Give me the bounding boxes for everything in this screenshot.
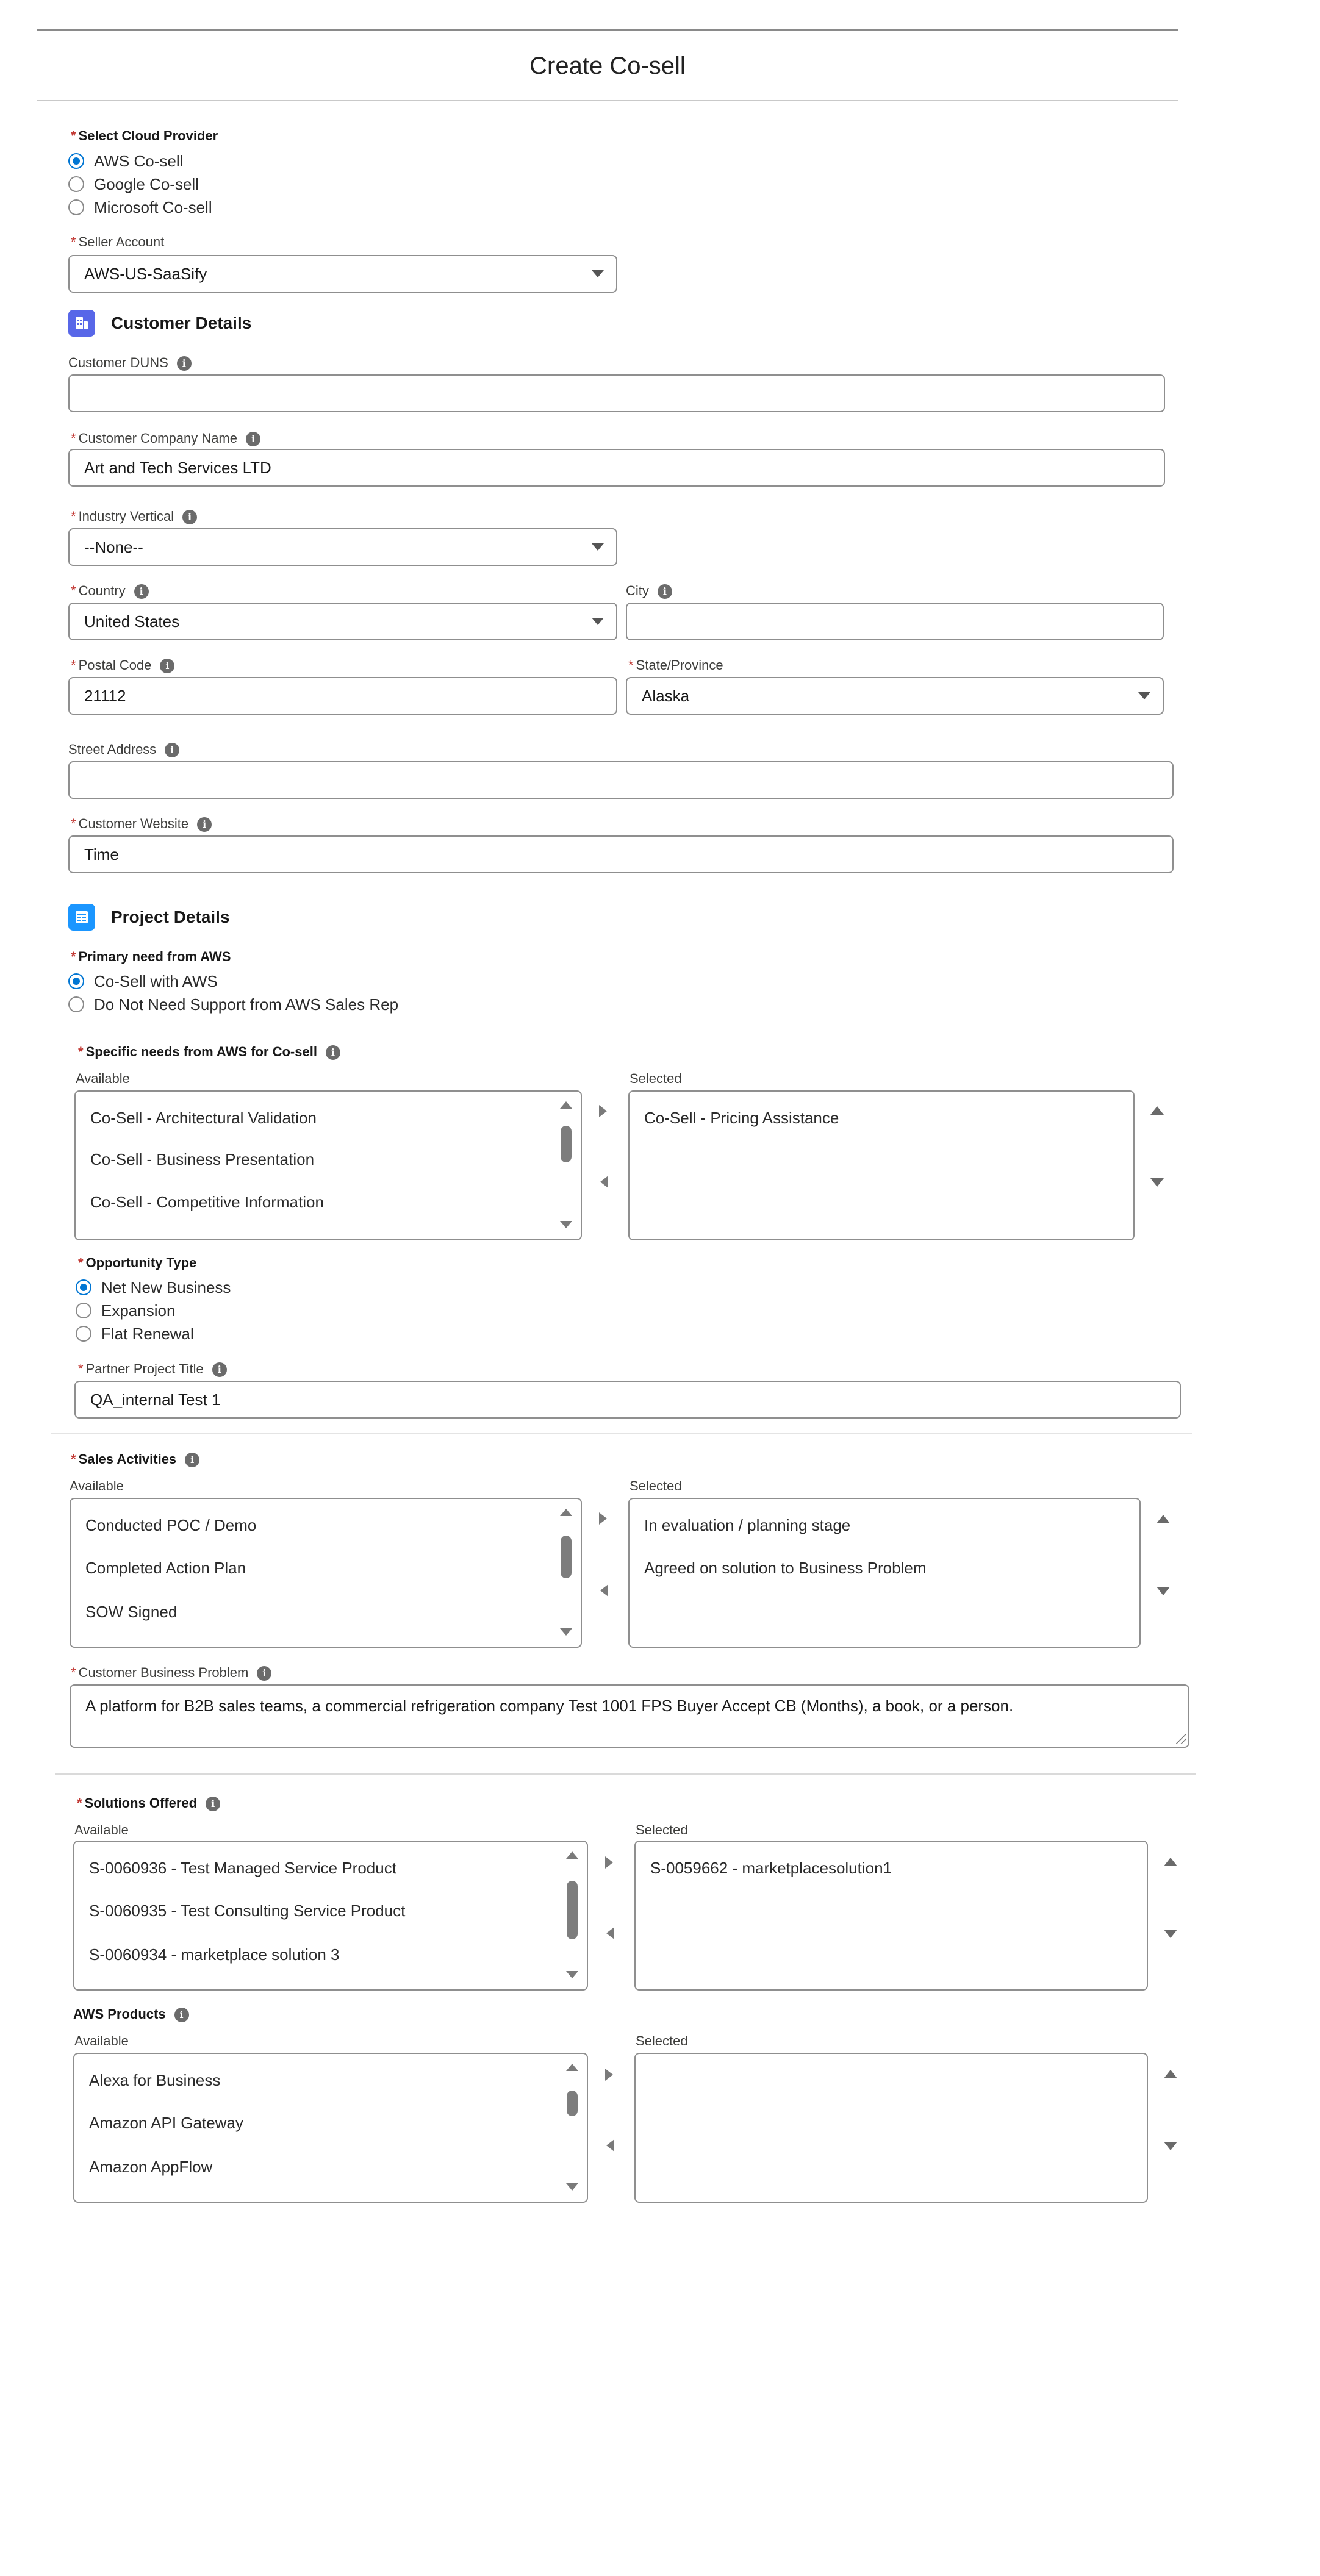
info-icon[interactable]: i	[174, 2008, 189, 2022]
scrollbar-thumb[interactable]	[561, 1536, 572, 1578]
move-right-arrow-icon[interactable]	[599, 1105, 607, 1117]
info-icon[interactable]: i	[177, 356, 192, 371]
info-icon[interactable]: i	[206, 1797, 220, 1811]
move-up-arrow-icon[interactable]	[1164, 1858, 1177, 1866]
list-item[interactable]: S-0060936 - Test Managed Service Product	[89, 1859, 396, 1877]
specific-needs-available-list[interactable]	[74, 1090, 582, 1240]
scrollbar-thumb[interactable]	[567, 1881, 578, 1939]
info-icon[interactable]: i	[134, 584, 149, 599]
move-left-arrow-icon[interactable]	[606, 2139, 614, 2152]
list-item[interactable]: Alexa for Business	[89, 2071, 221, 2089]
info-icon[interactable]: i	[257, 1666, 271, 1681]
project-details-title: Project Details	[111, 907, 230, 926]
scroll-down-arrow[interactable]	[560, 1221, 572, 1228]
available-label: Available	[70, 1478, 124, 1494]
move-up-arrow-icon[interactable]	[1164, 2070, 1177, 2078]
move-up-arrow-icon[interactable]	[1157, 1515, 1170, 1523]
project-details-icon	[68, 904, 95, 931]
list-item[interactable]: Amazon AppFlow	[89, 2158, 213, 2176]
list-item[interactable]: In evaluation / planning stage	[644, 1516, 851, 1534]
solutions-offered-label: * Solutions Offered i	[77, 1795, 220, 1811]
cloud-provider-label: * Select Cloud Provider	[71, 128, 218, 143]
aws-products-selected-list[interactable]	[634, 2053, 1148, 2203]
radio-cosell-with-aws[interactable]: Co-Sell with AWS	[68, 971, 218, 992]
radio-no-support[interactable]: Do Not Need Support from AWS Sales Rep	[68, 994, 398, 1015]
move-right-arrow-icon[interactable]	[605, 2069, 613, 2081]
list-item[interactable]: Amazon API Gateway	[89, 2114, 243, 2132]
scroll-down-arrow[interactable]	[560, 1628, 572, 1636]
scroll-up-arrow[interactable]	[560, 1509, 572, 1516]
resize-handle[interactable]	[1176, 1734, 1186, 1744]
seller-account-label: * Seller Account	[71, 234, 165, 249]
move-down-arrow-icon[interactable]	[1164, 1930, 1177, 1938]
scroll-up-arrow[interactable]	[566, 1852, 578, 1859]
move-down-arrow-icon[interactable]	[1150, 1178, 1164, 1187]
list-item[interactable]: Agreed on solution to Business Problem	[644, 1559, 927, 1577]
divider	[51, 1433, 1192, 1434]
solutions-available-list[interactable]	[73, 1841, 588, 1991]
available-label: Available	[74, 2033, 129, 2048]
industry-vertical-label: * Industry Vertical i	[71, 509, 197, 524]
sales-activities-selected-list[interactable]	[628, 1498, 1141, 1648]
customer-details-title: Customer Details	[111, 313, 252, 332]
info-icon[interactable]: i	[160, 659, 174, 673]
list-item[interactable]: Co-Sell - Pricing Assistance	[644, 1109, 839, 1127]
specific-needs-label: * Specific needs from AWS for Co-sell i	[78, 1044, 340, 1060]
postal-code-input[interactable]: 21112	[68, 677, 617, 715]
postal-code-label: * Postal Code i	[71, 657, 174, 673]
city-input[interactable]	[626, 603, 1164, 640]
modal-top-border	[37, 29, 1178, 31]
info-icon[interactable]: i	[185, 1453, 199, 1467]
seller-account-select[interactable]: AWS-US-SaaSify	[68, 255, 617, 293]
customer-website-input[interactable]: Time	[68, 835, 1174, 873]
city-label: City i	[626, 583, 672, 599]
project-title-input[interactable]: QA_internal Test 1	[74, 1381, 1181, 1419]
state-province-select[interactable]: Alaska	[626, 677, 1164, 715]
radio-dot-selected	[76, 1279, 91, 1295]
info-icon[interactable]: i	[197, 817, 212, 832]
info-icon[interactable]: i	[212, 1362, 227, 1377]
info-icon[interactable]: i	[182, 510, 197, 524]
radio-dot	[68, 176, 84, 192]
radio-dot	[76, 1326, 91, 1342]
business-problem-textarea[interactable]: A platform for B2B sales teams, a commercial refrigeration company Test 1001 FPS Buyer Accept CB (Months), a book, or a person.	[70, 1684, 1189, 1748]
list-item[interactable]: Co-Sell - Architectural Validation	[90, 1109, 317, 1127]
selected-label: Selected	[630, 1071, 682, 1086]
customer-details-icon	[68, 310, 95, 337]
customer-duns-label: Customer DUNS i	[68, 355, 192, 371]
available-label: Available	[76, 1071, 130, 1086]
move-right-arrow-icon[interactable]	[605, 1856, 613, 1869]
list-item[interactable]: S-0060934 - marketplace solution 3	[89, 1945, 340, 1964]
customer-website-label: * Customer Website i	[71, 816, 212, 832]
radio-google-cosell[interactable]: Google Co-sell	[68, 174, 199, 195]
industry-vertical-select[interactable]: --None--	[68, 528, 617, 566]
move-right-arrow-icon[interactable]	[599, 1512, 607, 1525]
list-item[interactable]: S-0059662 - marketplacesolution1	[650, 1859, 892, 1877]
list-item[interactable]: S-0060935 - Test Consulting Service Product	[89, 1902, 406, 1920]
list-item[interactable]: SOW Signed	[85, 1603, 178, 1621]
solutions-selected-list[interactable]	[634, 1841, 1148, 1991]
radio-dot-selected	[68, 973, 84, 989]
aws-products-available-list[interactable]	[73, 2053, 588, 2203]
company-name-input[interactable]: Art and Tech Services LTD	[68, 449, 1165, 487]
scroll-up-arrow[interactable]	[560, 1101, 572, 1109]
radio-expansion[interactable]: Expansion	[76, 1300, 175, 1321]
move-down-arrow-icon[interactable]	[1164, 2142, 1177, 2150]
scrollbar-thumb[interactable]	[567, 2091, 578, 2116]
divider	[55, 1773, 1196, 1775]
list-item[interactable]: Conducted POC / Demo	[85, 1516, 257, 1534]
move-up-arrow-icon[interactable]	[1150, 1106, 1164, 1115]
specific-needs-selected-list[interactable]	[628, 1090, 1135, 1240]
radio-dot-selected	[68, 153, 84, 169]
available-label: Available	[74, 1822, 129, 1837]
scroll-down-arrow[interactable]	[566, 1971, 578, 1978]
header-divider	[37, 100, 1178, 101]
country-select[interactable]: United States	[68, 603, 617, 640]
selected-label: Selected	[636, 1822, 688, 1837]
opportunity-type-label: * Opportunity Type	[78, 1255, 197, 1270]
company-name-label: * Customer Company Name i	[71, 431, 260, 446]
state-province-label: * State/Province	[628, 657, 723, 673]
selected-label: Selected	[636, 2033, 688, 2048]
move-left-arrow-icon[interactable]	[606, 1927, 614, 1939]
move-left-arrow-icon[interactable]	[600, 1176, 608, 1188]
sales-activities-label: * Sales Activities i	[71, 1451, 199, 1467]
business-problem-label: * Customer Business Problem i	[71, 1665, 271, 1681]
customer-duns-input[interactable]	[68, 374, 1165, 412]
info-icon[interactable]: i	[165, 743, 179, 757]
sales-activities-available-list[interactable]	[70, 1498, 582, 1648]
scroll-down-arrow[interactable]	[566, 2183, 578, 2191]
street-address-input[interactable]	[68, 761, 1174, 799]
radio-net-new-business[interactable]: Net New Business	[76, 1277, 231, 1298]
list-item[interactable]: Co-Sell - Business Presentation	[90, 1150, 315, 1168]
move-down-arrow-icon[interactable]	[1157, 1587, 1170, 1595]
radio-flat-renewal[interactable]: Flat Renewal	[76, 1323, 194, 1344]
radio-dot	[68, 199, 84, 215]
info-icon[interactable]: i	[246, 432, 260, 446]
radio-dot	[68, 996, 84, 1012]
info-icon[interactable]: i	[658, 584, 672, 599]
scrollbar-thumb[interactable]	[561, 1126, 572, 1162]
selected-label: Selected	[630, 1478, 682, 1494]
list-item[interactable]: Completed Action Plan	[85, 1559, 246, 1577]
modal-title: Create Co-sell	[529, 52, 686, 79]
project-title-label: * Partner Project Title i	[78, 1361, 227, 1377]
country-label: * Country i	[71, 583, 149, 599]
radio-aws-cosell[interactable]: AWS Co-sell	[68, 151, 183, 171]
radio-dot	[76, 1303, 91, 1318]
info-icon[interactable]: i	[326, 1045, 340, 1060]
list-item[interactable]: Co-Sell - Competitive Information	[90, 1193, 324, 1211]
scroll-up-arrow[interactable]	[566, 2064, 578, 2071]
move-left-arrow-icon[interactable]	[600, 1584, 608, 1597]
aws-products-label: AWS Products i	[73, 2006, 189, 2022]
street-address-label: Street Address i	[68, 742, 179, 757]
primary-need-label: * Primary need from AWS	[71, 949, 231, 964]
radio-microsoft-cosell[interactable]: Microsoft Co-sell	[68, 197, 212, 218]
